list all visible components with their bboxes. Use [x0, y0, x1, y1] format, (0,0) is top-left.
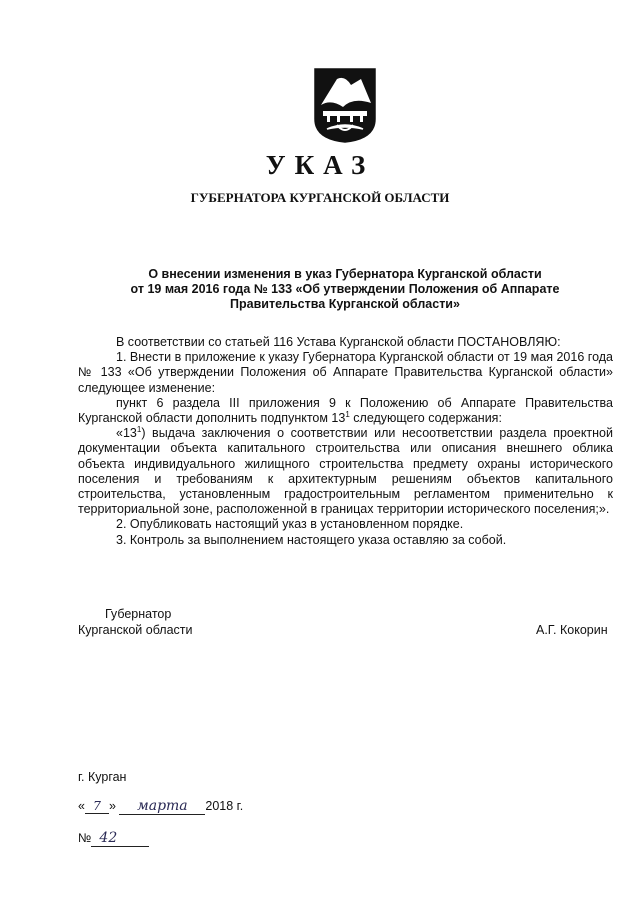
date-month: марта [119, 798, 205, 815]
document-title: УКАЗ [265, 150, 375, 180]
quoted-subpoint: «$13^1$) выдача заключения о соответствии или несоответствии раздела проектной документации объекта капитального строительства или описания внешнего облика объекта индивидуального жилищного строительства предмету охраны исторического поселения и требованиям к архитектурным решениям объектов капитального строительства, установленным градостроительным регламентом применительно к территориальной зоне, расположенной в границах территории исторического поселения;». [78, 425, 613, 517]
preamble: В соответствии со статьей 116 Устава Курганской области ПОСТАНОВЛЯЮ: [116, 335, 561, 349]
signatory-title: Губернатор [105, 607, 172, 621]
issue-city: г. Курган [78, 770, 127, 784]
date-day: 7 [85, 798, 109, 814]
item-3: 3. Контроль за выполнением настоящего указа оставляю за собой. [116, 532, 507, 547]
item-1: 1. Внести в приложение к указу Губернатора Курганской области от 19 мая 2016 года № 133 «Об утверждении Положения об Аппарате Правительства Курганской области» следующее изменение: [78, 350, 613, 395]
document-body [78, 335, 613, 548]
heading-line: от 19 мая 2016 года № 133 «Об утверждении Положения об Аппарате [130, 282, 560, 296]
document-heading [110, 267, 580, 312]
item-1-subpoint: пункт 6 раздела III приложения 9 к Положению об Аппарате Правительства Курганской области дополнить подпунктом $13^1$ следующего содержания: [78, 395, 613, 426]
item-2: 2. Опубликовать настоящий указ в установленном порядке. [116, 517, 464, 532]
heading-line: Правительства Курганской области» [230, 297, 460, 311]
issue-date: « 7 » марта 2018 г. [78, 798, 244, 814]
document-number: № 42 [78, 830, 149, 847]
document-number-value: 42 [91, 830, 149, 847]
date-year: 2018 г. [205, 799, 244, 813]
coat-of-arms-emblem [313, 67, 377, 143]
document-issuer: ГУБЕРНАТОРА КУРГАНСКОЙ ОБЛАСТИ [190, 190, 450, 205]
signatory-region: Курганской области [78, 622, 193, 637]
heading-line: О внесении изменения в указ Губернатора Курганской области [148, 267, 542, 281]
signatory-position [78, 607, 193, 638]
signatory-name: А.Г. Кокорин [536, 623, 608, 637]
